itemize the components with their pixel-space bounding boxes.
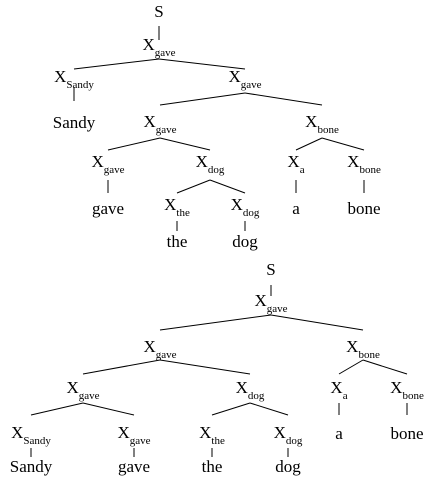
node-label-base: bone	[390, 424, 424, 443]
node-label-base: a	[335, 424, 343, 443]
node-label-base: X	[287, 152, 300, 171]
tree-leaf-word	[154, 2, 163, 21]
node-label-base: X	[117, 423, 130, 442]
tree-node-label	[236, 378, 265, 402]
node-label-subscript: a	[299, 164, 305, 176]
node-label-base: Sandy	[52, 113, 96, 132]
node-label-subscript: dog	[242, 207, 260, 219]
tree-node-label	[164, 195, 190, 219]
tree-node-label	[91, 152, 124, 176]
tree-leaf-word	[390, 424, 423, 443]
node-label-base: X	[330, 378, 343, 397]
node-label-base: X	[347, 152, 360, 171]
tree-leaf-word	[92, 199, 124, 218]
node-label-base: X	[199, 423, 212, 442]
node-label-base: X	[11, 423, 24, 442]
tree-node-label	[199, 423, 225, 447]
node-label-base: X	[230, 195, 243, 214]
node-label-base: X	[66, 378, 79, 397]
tree-edge	[108, 138, 160, 150]
parse-tree-1	[53, 2, 381, 251]
tree-node-label	[228, 67, 261, 91]
node-label-subscript: gave	[78, 390, 100, 402]
tree-edge	[363, 360, 407, 374]
tree-edge	[271, 315, 363, 330]
node-label-subscript: gave	[155, 124, 177, 136]
tree-node-label	[305, 112, 339, 136]
tree-leaf-word	[335, 424, 343, 443]
tree-node-label	[390, 378, 424, 402]
node-label-subscript: the	[176, 207, 190, 219]
tree-leaf-word	[266, 260, 275, 279]
tree-edge	[160, 138, 210, 150]
node-label-base: X	[273, 423, 286, 442]
node-label-base: S	[266, 260, 276, 279]
node-label-subscript: Sandy	[23, 435, 51, 447]
tree-edge	[31, 403, 83, 415]
node-label-subscript: bone	[317, 124, 339, 136]
node-label-base: X	[305, 112, 318, 131]
tree-node-label	[11, 423, 51, 447]
tree-leaf-word	[347, 199, 380, 218]
node-label-base: X	[195, 152, 208, 171]
tree-edge	[339, 360, 363, 374]
node-label-subscript: bone	[358, 349, 380, 361]
node-label-subscript: a	[342, 390, 348, 402]
tree-node-label	[196, 152, 225, 176]
node-label-base: X	[254, 291, 267, 310]
node-label-base: bone	[347, 199, 381, 218]
tree-leaf-word	[292, 199, 300, 218]
tree-edge	[177, 180, 210, 193]
tree-edge	[322, 138, 364, 150]
node-label-subscript: gave	[240, 79, 262, 91]
node-label-subscript: gave	[266, 303, 288, 315]
node-label-base: X	[91, 152, 104, 171]
node-label-subscript: dog	[285, 435, 303, 447]
node-label-base: X	[143, 337, 156, 356]
tree-node-label	[117, 423, 150, 447]
tree-edge	[74, 59, 159, 69]
node-label-base: dog	[232, 232, 258, 251]
tree-leaf-word	[202, 457, 223, 476]
tree-edge	[250, 403, 288, 415]
tree-node-label	[287, 152, 304, 176]
node-label-base: the	[166, 232, 188, 251]
tree-node-label	[274, 423, 303, 447]
node-label-subscript: the	[211, 435, 225, 447]
tree-node-label	[330, 378, 347, 402]
parse-tree-2	[10, 260, 424, 476]
node-label-base: a	[292, 199, 300, 218]
node-label-base: X	[228, 67, 241, 86]
tree-node-label	[143, 112, 176, 136]
node-label-subscript: gave	[103, 164, 125, 176]
tree-edge	[83, 360, 160, 374]
tree-node-label	[231, 195, 260, 219]
node-label-base: X	[54, 67, 67, 86]
tree-edge	[296, 138, 322, 150]
tree-node-label	[54, 67, 94, 91]
tree-leaf-word	[167, 232, 188, 251]
node-label-subscript: Sandy	[66, 79, 94, 91]
tree-edge	[210, 180, 245, 193]
tree-leaf-word	[53, 113, 96, 132]
tree-node-label	[143, 337, 176, 361]
tree-edge	[245, 93, 322, 105]
node-label-base: X	[235, 378, 248, 397]
tree-node-label	[347, 152, 381, 176]
node-label-base: gave	[91, 199, 125, 218]
tree-edge	[212, 403, 250, 415]
node-label-subscript: dog	[247, 390, 265, 402]
tree-leaf-word	[118, 457, 150, 476]
tree-edge	[160, 315, 271, 330]
node-label-subscript: gave	[154, 47, 176, 59]
node-label-base: dog	[275, 457, 301, 476]
node-label-subscript: gave	[155, 349, 177, 361]
node-label-base: X	[390, 378, 403, 397]
tree-edge	[160, 360, 250, 374]
node-label-base: the	[201, 457, 223, 476]
node-label-base: X	[142, 35, 155, 54]
node-label-base: S	[154, 2, 164, 21]
tree-node-label	[66, 378, 99, 402]
node-label-base: X	[164, 195, 177, 214]
node-label-subscript: dog	[207, 164, 225, 176]
tree-leaf-word	[275, 457, 301, 476]
tree-edge	[160, 93, 245, 105]
node-label-base: X	[346, 337, 359, 356]
tree-node-label	[346, 337, 380, 361]
node-label-base: Sandy	[9, 457, 53, 476]
tree-edge	[83, 403, 134, 415]
node-label-subscript: bone	[359, 164, 381, 176]
node-label-base: X	[143, 112, 156, 131]
node-label-subscript: bone	[402, 390, 424, 402]
tree-leaf-word	[232, 232, 258, 251]
tree-leaf-word	[10, 457, 53, 476]
node-label-base: gave	[117, 457, 151, 476]
node-label-subscript: gave	[129, 435, 151, 447]
